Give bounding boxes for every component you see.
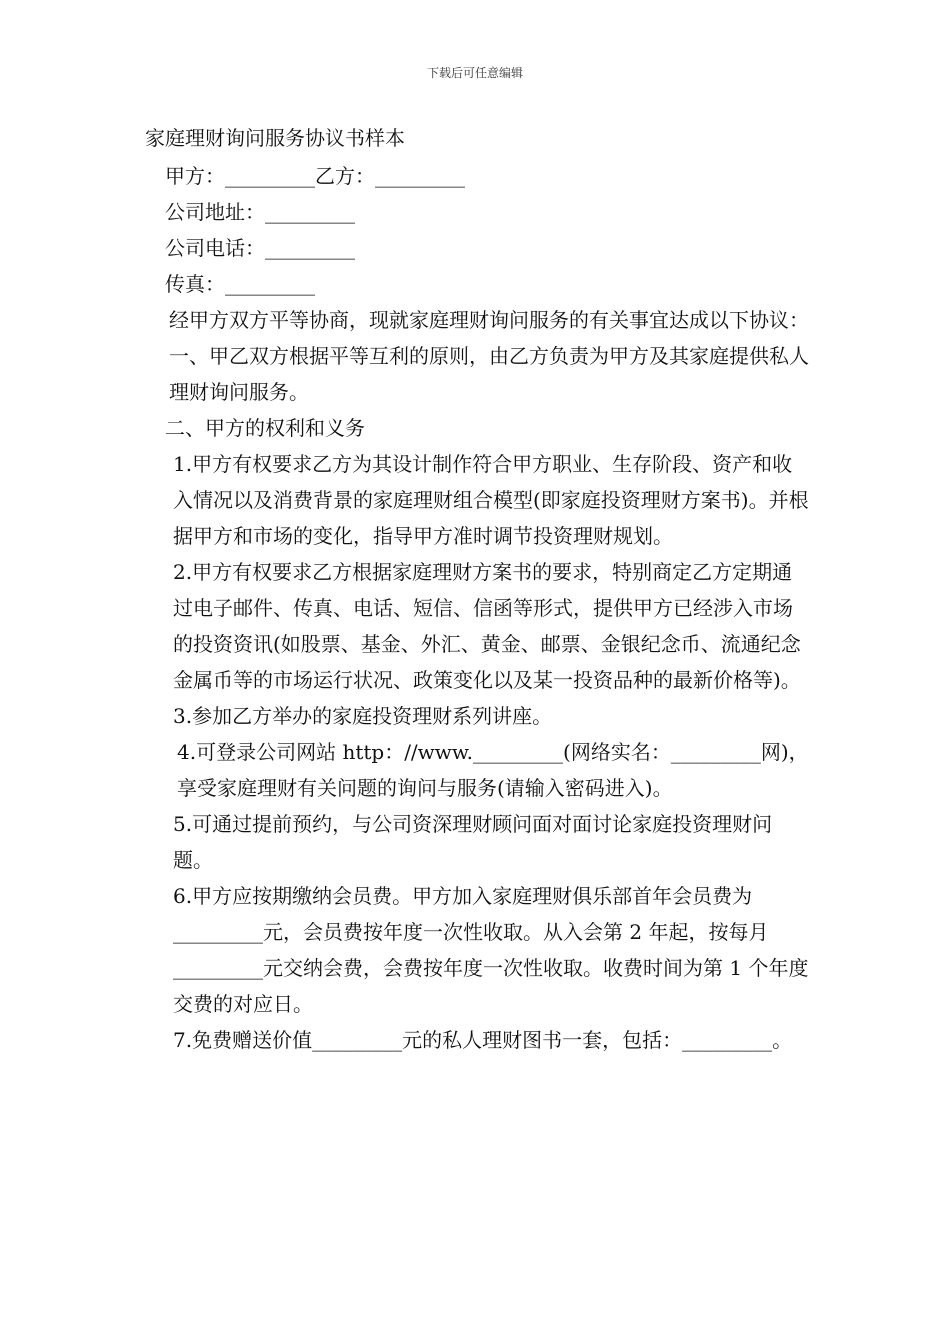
item-6: 6.甲方应按期缴纳会员费。甲方加入家庭理财俱乐部首年会员费为_________元，会员费按年度一次性收取。从入会第 2 年起，按每月_________元交纳会费，会费按年度一次性收取。收费时间为第 1 个年度交费的对应日。 xyxy=(173,884,809,1016)
clause-one: 一、甲乙双方根据平等互利的原则，由乙方负责为甲方及其家庭提供私人理财询问服务。 xyxy=(169,344,809,404)
party-line: 甲方：_________乙方：_________ xyxy=(165,164,465,188)
preamble-paragraph: 经甲方双方平等协商，现就家庭理财询问服务的有关事宜达成以下协议： xyxy=(169,308,809,332)
company-address-line: 公司地址：_________ xyxy=(165,200,355,224)
item-4: 4.可登录公司网站 http：//www._________(网络实名：_________网)，享受家庭理财有关问题的询问与服务(请输入密码进入)。 xyxy=(177,740,809,800)
item-7: 7.免费赠送价值_________元的私人理财图书一套，包括：_________。 xyxy=(173,1028,793,1052)
item-3: 3.参加乙方举办的家庭投资理财系列讲座。 xyxy=(173,704,553,728)
page-header: 下载后可任意编辑 xyxy=(426,66,523,80)
document-title: 家庭理财询问服务协议书样本 xyxy=(145,126,405,150)
document-body xyxy=(145,158,810,1058)
company-phone-line: 公司电话：_________ xyxy=(165,236,355,260)
clause-two-heading: 二、甲方的权利和义务 xyxy=(165,416,365,440)
fax-line: 传真：_________ xyxy=(165,272,315,296)
item-5: 5.可通过提前预约，与公司资深理财顾问面对面讨论家庭投资理财问题。 xyxy=(173,812,773,872)
item-2: 2.甲方有权要求乙方根据家庭理财方案书的要求，特别商定乙方定期通过电子邮件、传真、电话、短信、信函等形式，提供甲方已经涉入市场的投资资讯(如股票、基金、外汇、黄金、邮票、金银纪念币、流通纪念金属币等的市场运行状况、政策变化以及某一投资品种的最新价格等)。 xyxy=(173,560,801,692)
item-1: 1.甲方有权要求乙方为其设计制作符合甲方职业、生存阶段、资产和收入情况以及消费背景的家庭理财组合模型(即家庭投资理财方案书)。并根据甲方和市场的变化，指导甲方准时调节投资理财规划。 xyxy=(173,452,809,548)
